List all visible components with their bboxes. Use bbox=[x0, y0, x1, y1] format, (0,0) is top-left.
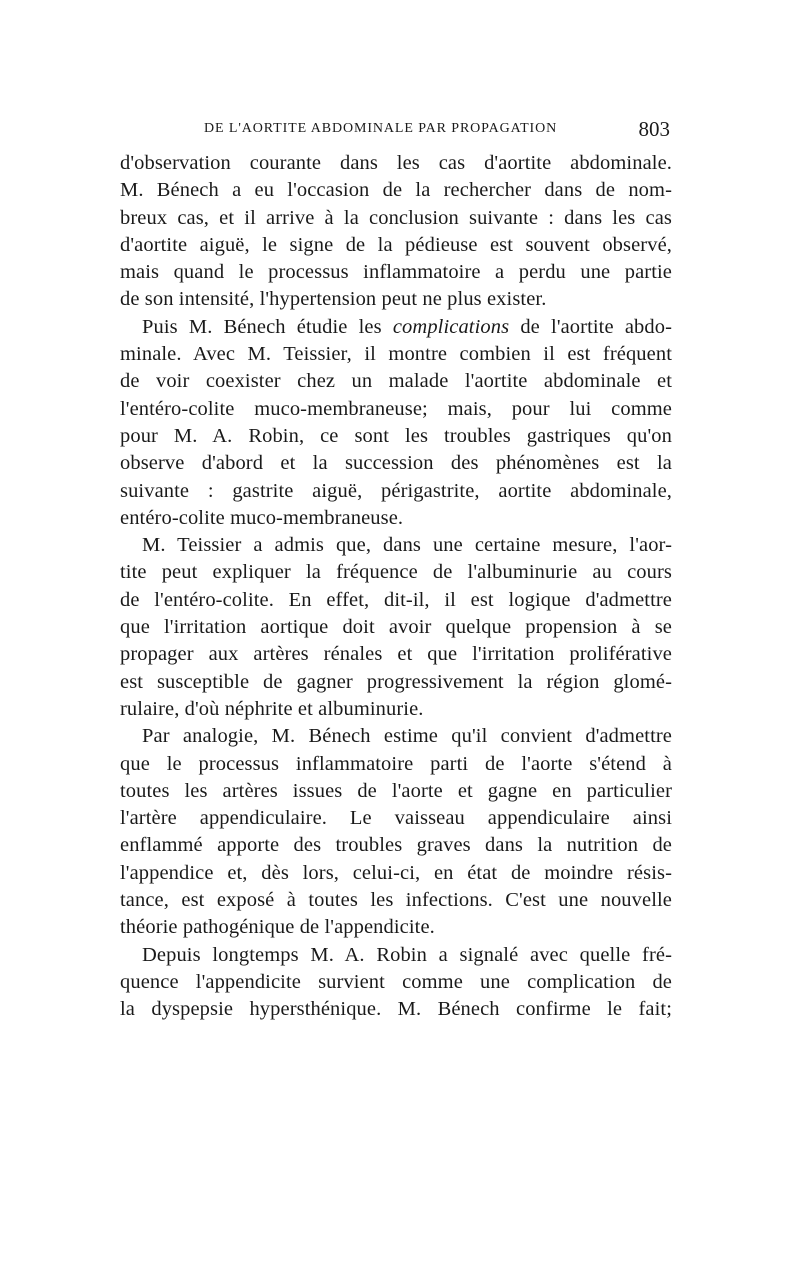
page-number: 803 bbox=[638, 117, 670, 141]
text-line: tance, est exposé à toutes les infections. C'est une nouvelle bbox=[120, 889, 672, 912]
text-line: est susceptible de gagner progressivement la région glomé- bbox=[120, 670, 672, 693]
text-line: rulaire, d'où néphrite et albuminurie. bbox=[120, 697, 424, 720]
text-line: la dyspepsie hypersthénique. M. Bénech confirme le fait; bbox=[120, 998, 672, 1021]
text-line: l'artère appendiculaire. Le vaisseau appendiculaire ainsi bbox=[120, 807, 672, 830]
text-line: l'appendice et, dès lors, celui-ci, en état de moindre résis- bbox=[120, 861, 672, 884]
text-line: minale. Avec M. Teissier, il montre combien il est fréquent bbox=[120, 343, 672, 366]
text-line: breux cas, et il arrive à la conclusion suivante : dans les cas bbox=[120, 206, 672, 229]
text-line: M. Bénech a eu l'occasion de la rechercher dans de nom- bbox=[120, 179, 672, 202]
text-line: mais quand le processus inflammatoire a perdu une partie bbox=[120, 261, 672, 284]
text-line: propager aux artères rénales et que l'irritation proliférative bbox=[120, 643, 672, 666]
text-line: quence l'appendicite survient comme une complication de bbox=[120, 970, 672, 993]
text-line: de voir coexister chez un malade l'aortite abdominale et bbox=[120, 370, 672, 393]
text-line: d'observation courante dans les cas d'aortite abdominale. bbox=[120, 152, 672, 174]
body-text bbox=[120, 150, 672, 1024]
text-line: Depuis longtemps M. A. Robin a signalé avec quelle fré- bbox=[142, 943, 672, 966]
text-line: de son intensité, l'hypertension peut ne plus exister. bbox=[120, 288, 547, 311]
text-line: l'entéro-colite muco-membraneuse; mais, pour lui comme bbox=[120, 397, 672, 420]
text-line: enflammé apporte des troubles graves dans la nutrition de bbox=[120, 834, 672, 857]
running-title: DE L'AORTITE ABDOMINALE PAR PROPAGATION bbox=[204, 121, 558, 136]
emphasis-word: complications bbox=[392, 315, 510, 338]
text-line: M. Teissier a admis que, dans une certaine mesure, l'aor- bbox=[142, 534, 672, 557]
text-line: que le processus inflammatoire parti de l'aorte s'étend à bbox=[120, 752, 672, 775]
running-header bbox=[120, 118, 672, 144]
text-line: tite peut expliquer la fréquence de l'albuminurie au cours bbox=[120, 561, 672, 584]
text-line bbox=[120, 314, 672, 341]
text-line: pour M. A. Robin, ce sont les troubles gastriques qu'on bbox=[120, 424, 672, 447]
text-line: suivante : gastrite aiguë, périgastrite, aortite abdominale, bbox=[120, 479, 672, 502]
text-run: de l'aortite abdo- bbox=[509, 315, 672, 338]
text-line: d'aortite aiguë, le signe de la pédieuse est souvent observé, bbox=[120, 233, 672, 256]
text-line: théorie pathogénique de l'appendicite. bbox=[120, 916, 435, 939]
text-line: que l'irritation aortique doit avoir quelque propension à se bbox=[120, 616, 672, 639]
text-line: entéro-colite muco-membraneuse. bbox=[120, 506, 404, 529]
text-line: observe d'abord et la succession des phénomènes est la bbox=[120, 452, 672, 475]
text-run: Puis M. Bénech étudie les bbox=[142, 315, 393, 338]
text-line: toutes les artères issues de l'aorte et gagne en particulier bbox=[120, 779, 672, 802]
text-line: de l'entéro-colite. En effet, dit-il, il est logique d'admettre bbox=[120, 588, 672, 611]
text-line: Par analogie, M. Bénech estime qu'il convient d'admettre bbox=[142, 725, 672, 748]
